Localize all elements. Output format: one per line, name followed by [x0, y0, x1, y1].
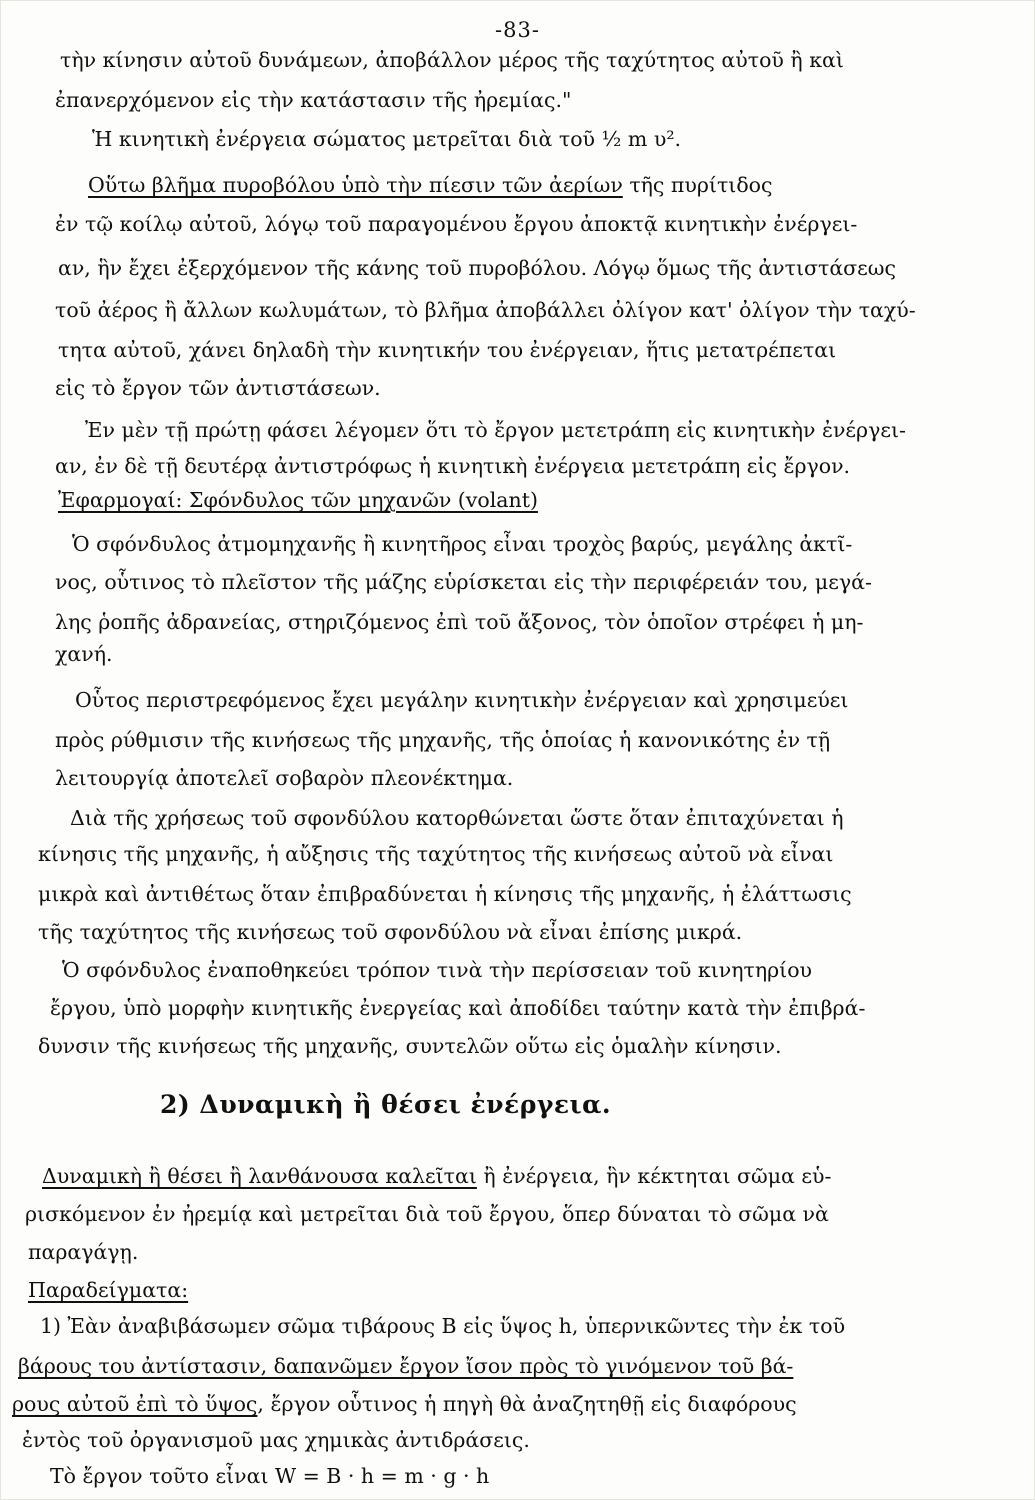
text-line: Οὗτος περιστρεφόμενος ἔχει μεγάλην κινητικὴν ἐνέργειαν καὶ χρησιμεύει: [75, 688, 849, 712]
text-line: ἐπανερχόμενον εἰς τὴν κατάστασιν τῆς ἠρεμίας.": [55, 88, 572, 112]
text-line: [42, 1162, 831, 1190]
text-line: τητα αὐτοῦ, χάνει δηλαδὴ τὴν κινητικήν του ἐνέργειαν, ἥτις μετατρέπεται: [58, 338, 837, 362]
text-line: ἐν τῷ κοίλῳ αὐτοῦ, λόγῳ τοῦ παραγομένου ἔργου ἀποκτᾷ κινητικὴν ἐνέργει-: [55, 212, 858, 236]
text-line: τοῦ ἀέρος ἢ ἄλλων κωλυμάτων, τὸ βλῆμα ἀποβάλλει ὀλίγον κατ' ὀλίγον τὴν ταχύ-: [55, 298, 916, 322]
underlined-phrase: Οὕτω βλῆμα πυροβόλου ὑπὸ τὴν πίεσιν τῶν ἀερίων: [88, 173, 623, 197]
text-line: [18, 1352, 793, 1380]
text-line: Ἐν μὲν τῇ πρώτῃ φάσει λέγομεν ὅτι τὸ ἔργον μετετράπη εἰς κινητικὴν ἐνέργει-: [85, 418, 906, 442]
text-line: Ὁ σφόνδυλος ἐναποθηκεύει τρόπον τινὰ τὴν περίσσειαν τοῦ κινητηρίου: [62, 958, 812, 982]
underlined-phrase: Ἐφαρμογαί: Σφόνδυλος τῶν μηχανῶν (volant): [58, 488, 538, 512]
text-line: κίνησις τῆς μηχανῆς, ἡ αὔξησις τῆς ταχύτητος τῆς κινήσεως αὐτοῦ νὰ εἶναι: [38, 842, 834, 866]
text-line: Διὰ τῆς χρήσεως τοῦ σφονδύλου κατορθώνεται ὥστε ὅταν ἐπιταχύνεται ἡ: [70, 806, 844, 830]
text-line: Ὁ σφόνδυλος ἀτμομηχανῆς ἢ κινητῆρος εἶναι τροχὸς βαρύς, μεγάλης ἀκτῖ-: [72, 532, 853, 556]
text-line: λης ῥοπῆς ἀδρανείας, στηριζόμενος ἐπὶ τοῦ ἄξονος, τὸν ὁποῖον στρέφει ἡ μη-: [55, 610, 864, 634]
underlined-phrase: βάρους του ἀντίστασιν, δαπανῶμεν ἔργον ἴσον πρὸς τὸ γινόμενον τοῦ βά-: [18, 1354, 794, 1378]
text-line: πρὸς ρύθμισιν τῆς κινήσεως τῆς μηχανῆς, τῆς ὁποίας ἡ κανονικότης ἐν τῇ: [55, 728, 831, 752]
text-fragment: ἢ ἐνέργεια, ἣν κέκτηται σῶμα εὑ-: [476, 1164, 832, 1188]
text-line: χανή.: [55, 642, 113, 666]
text-fragment: τῆς πυρίτιδος: [622, 173, 773, 197]
text-line: τὴν κίνησιν αὐτοῦ δυνάμεων, ἀποβάλλον μέρος τῆς ταχύτητος αὐτοῦ ἢ καὶ: [60, 48, 844, 72]
text-line: παραγάγῃ.: [28, 1240, 139, 1264]
text-line: ἐντὸς τοῦ ὀργανισμοῦ μας χημικὰς ἀντιδράσεις.: [22, 1428, 530, 1452]
page-number: -83-: [495, 18, 540, 42]
text-line: [28, 1276, 188, 1304]
text-line: τῆς ταχύτητος τῆς κινήσεως τοῦ σφονδύλου νὰ εἶναι ἐπίσης μικρά.: [38, 920, 743, 944]
text-line: [58, 486, 538, 514]
text-line: Ἡ κινητικὴ ἐνέργεια σώματος μετρεῖται διὰ τοῦ ½ m υ².: [92, 127, 682, 151]
text-line: ρισκόμενον ἐν ἠρεμίᾳ καὶ μετρεῖται διὰ τοῦ ἔργου, ὅπερ δύναται τὸ σῶμα νὰ: [25, 1202, 829, 1226]
text-line: [12, 1390, 797, 1418]
text-line: μικρὰ καὶ ἀντιθέτως ὅταν ἐπιβραδύνεται ἡ κίνησις τῆς μηχανῆς, ἡ ἐλάττωσις: [38, 882, 852, 906]
text-line: [88, 171, 773, 199]
underlined-phrase: Παραδείγματα:: [28, 1278, 189, 1302]
text-line: ἔργου, ὑπὸ μορφὴν κινητικῆς ἐνεργείας καὶ ἀποδίδει ταύτην κατὰ τὴν ἐπιβρά-: [50, 996, 866, 1020]
text-line: αν, ἣν ἔχει ἐξερχόμενον τῆς κάνης τοῦ πυροβόλου. Λόγῳ ὅμως τῆς ἀντιστάσεως: [58, 256, 896, 280]
text-fragment: , ἔργον οὗτινος ἡ πηγὴ θὰ ἀναζητηθῇ εἰς διαφόρους: [257, 1392, 797, 1416]
text-line: 1) Ἐὰν ἀναβιβάσωμεν σῶμα τιβάρους B εἰς ὕψος h, ὑπερνικῶντες τὴν ἐκ τοῦ: [40, 1314, 846, 1338]
text-line: δυνσιν τῆς κινήσεως τῆς μηχανῆς, συντελῶν οὕτω εἰς ὁμαλὴν κίνησιν.: [38, 1034, 782, 1058]
text-line: νος, οὗτινος τὸ πλεῖστον τῆς μάζης εὑρίσκεται εἰς τὴν περιφέρειάν του, μεγά-: [55, 570, 872, 594]
text-line: εἰς τὸ ἔργον τῶν ἀντιστάσεων.: [55, 376, 381, 400]
section-heading: 2) Δυναμικὴ ἢ θέσει ἐνέργεια.: [160, 1090, 612, 1119]
text-line: αν, ἐν δὲ τῇ δευτέρᾳ ἀντιστρόφως ἡ κινητικὴ ἐνέργεια μετετράπη εἰς ἔργον.: [55, 454, 851, 478]
formula-line: Τὸ ἔργον τοῦτο εἶναι W = B · h = m · g · h: [50, 1464, 490, 1488]
text-line: λειτουργίᾳ ἀποτελεῖ σοβαρὸν πλεονέκτημα.: [55, 766, 514, 790]
underlined-phrase: ρους αὐτοῦ ἐπὶ τὸ ὕψος: [12, 1392, 258, 1416]
underlined-phrase: Δυναμικὴ ἢ θέσει ἢ λανθάνουσα καλεῖται: [42, 1164, 477, 1188]
